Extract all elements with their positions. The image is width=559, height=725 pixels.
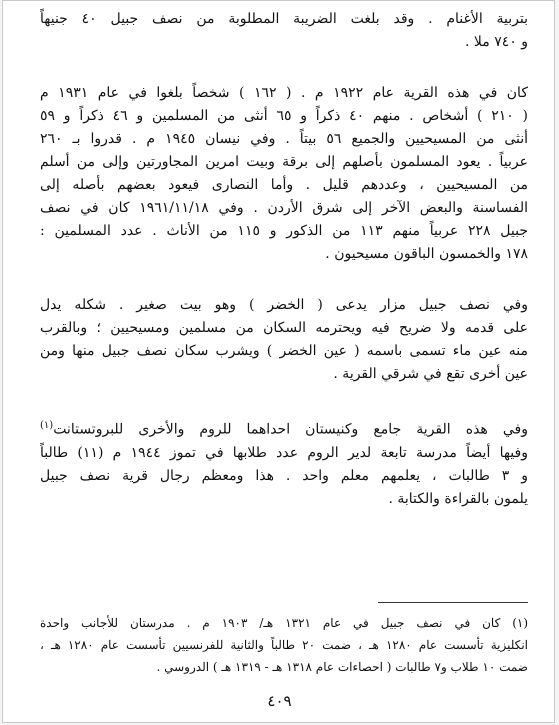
- paragraph-4: [40, 414, 528, 511]
- text-line: جبيل ٢٢٨ عربياً منهم ١١٣ من الذكور و ١١٥ من الأناث . عدد المسلمين :: [40, 223, 528, 239]
- text-line: كان في هذه القرية عام ١٩٢٢ م . ( ١٦٢ ) شخصاً بلغوا في عام ١٩٣١ م: [40, 85, 528, 101]
- paragraph-2: [40, 82, 528, 266]
- footnotes: [40, 612, 528, 678]
- text-line: بتربية الأغنام . وقد بلغت الضريبة المطلوبة من نصف جبيل ٤٠ جنيهاً: [40, 11, 528, 27]
- footnote-separator: [378, 602, 528, 603]
- text-line-content: وفي هذه القرية جامع وكنيستان احداهما للروم والأخرى للبروتستانت: [53, 421, 528, 438]
- text-line: و ٧٤٠ ملا .: [465, 34, 528, 50]
- footnote-line: (١) كان في نصف جبيل في عام ١٣٢١ هـ/ ١٩٠٣ م . مدرستان للأجانب واحدة: [40, 616, 528, 630]
- page-number: ٤٠٩: [267, 692, 292, 710]
- document-body: [40, 8, 528, 511]
- text-line: عين أخرى تقع في شرقي القرية .: [333, 366, 528, 382]
- text-line: وفي نصف جبيل مزار يدعى ( الخضر ) وهو بيت صغير . شكله يدل: [40, 297, 528, 313]
- footnote-line: انكليزية تأسست عام ١٢٨٠ هـ ، ضمت ٢٠ طالباً والثانية للفرنسيين تأسست عام ١٢٨٠ هـ ،: [40, 638, 528, 652]
- text-line: يلمون بالقراءة والكتابة .: [388, 490, 528, 507]
- paragraph-3: [40, 294, 528, 386]
- text-line: [40, 414, 528, 442]
- paragraph-1: [40, 8, 528, 54]
- text-line: ١٧٨ والخمسون الباقون مسيحيون .: [325, 246, 528, 262]
- text-line: على قدمه ولا ضريح فيه ويحترمه السكان من مسلمين ومسيحيين ؛ وبالقرب: [40, 320, 528, 336]
- footnote-line: ضمت ١٠ طلاب و٧ طالبات ( احصاءات عام ١٣١٨ هـ - ١٣١٩ هـ ) الدروسي .: [156, 660, 528, 674]
- footnote-marker: (١): [40, 420, 54, 431]
- text-line: ( ٢١٠ ) أشخاص . منهم ٤٠ ذكراً و ٦٥ أنثى من المسلمين و ٤٦ ذكراً و ٥٩: [40, 108, 528, 124]
- text-line: عربياً . يعود المسلمون بأصلهم إلى برقة وبيت امرين المجاورتين وإلى من أسلم: [40, 154, 528, 170]
- text-line: وفيها أيضاً مدرسة تابعة لدير الروم عدد طلابها في تموز ١٩٤٤ م (١١) طالباً: [40, 444, 528, 461]
- text-line: الفساسنة والبعض الآخر إلى شرق الأردن . وفي ١٩٦١/١١/١٨ كان في نصف: [40, 200, 528, 216]
- text-line: و ٣ طالبات ، يعلمهم معلم واحد . هذا ومعظم رجال قرية نصف جبيل: [40, 467, 528, 484]
- text-line: منه عين ماء تسمى باسمه ( عين الخضر ) ويشرب سكان نصف جبيل منها ومن: [40, 343, 528, 359]
- text-line: أنثى من المسيحيين والجميع ٥٦ بيتاً . وفي نيسان ١٩٤٥ م . قدروا بـ ٢٦٠: [40, 131, 528, 147]
- text-line: من المسيحيين ، وعددهم قليل . وأما النصارى فيعود بعضهم بأصله إلى: [40, 177, 528, 193]
